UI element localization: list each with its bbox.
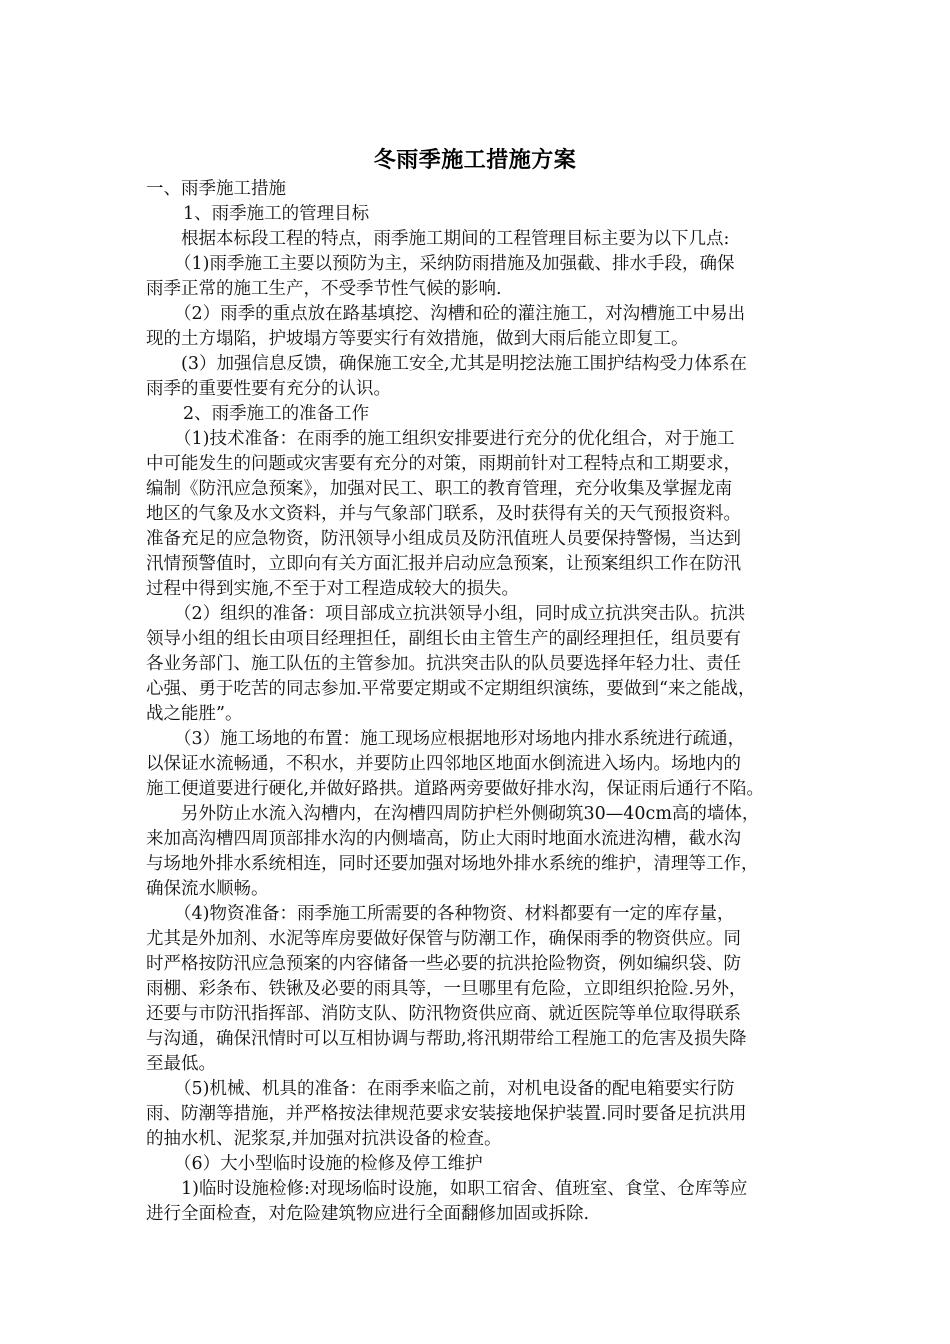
- paragraph-line: （4)物资准备：雨季施工所需要的各种物资、材料都要有一定的库存量，: [174, 904, 735, 924]
- subsection-heading: 2、雨季施工的准备工作: [183, 404, 370, 424]
- paragraph-line: 另外防止水流入沟槽内，在沟槽四周防护栏外侧砌筑30—40cm高的墙体，: [181, 804, 760, 824]
- paragraph-line: 地区的气象及水文资料，并与气象部门联系，及时获得有关的天气预报资料。: [146, 504, 741, 524]
- paragraph-line: 现的土方塌陷，护坡塌方等要实行有效措施，做到大雨后能立即复工。: [146, 329, 689, 349]
- paragraph-line: 的抽水机、泥浆泵,并加强对抗洪设备的检查。: [146, 1129, 502, 1149]
- paragraph-line: 与场地外排水系统相连，同时还要加强对场地外排水系统的维护，清理等工作，: [146, 854, 759, 874]
- paragraph-line: 雨棚、彩条布、铁锹及必要的雨具等，一旦哪里有危险，立即组织抢险.另外，: [146, 979, 747, 999]
- subsection-heading: （6）大小型临时设施的检修及停工维护: [174, 1154, 483, 1174]
- subsection-heading: 1、雨季施工的管理目标: [183, 204, 370, 224]
- paragraph-line: 施工便道要进行硬化,并做好路拱。道路两旁要做好排水沟，保证雨后通行不陷。: [146, 779, 765, 799]
- paragraph-line: (3）加强信息反馈，确保施工安全,尤其是明挖法施工围护结构受力体系在: [181, 354, 748, 374]
- paragraph-line: 过程中得到实施,不至于对工程造成较大的损失。: [146, 579, 520, 599]
- paragraph-line: 编制《防汛应急预案》，加强对民工、职工的教育管理，充分收集及掌握龙南: [146, 479, 733, 499]
- paragraph-line: （3）施工场地的布置：施工现场应根据地形对场地内排水系统进行疏通，: [174, 729, 746, 749]
- paragraph-line: 与沟通，确保汛情时可以互相协调与帮助,将汛期带给工程施工的危害及损失降: [146, 1029, 747, 1049]
- paragraph-line: 至最低。: [146, 1054, 216, 1074]
- paragraph-line: 还要与市防汛指挥部、消防支队、防汛物资供应商、就近医院等单位取得联系: [146, 1004, 741, 1024]
- paragraph-line: （2）雨季的重点放在路基填挖、沟槽和砼的灌注施工，对沟槽施工中易出: [174, 304, 746, 324]
- paragraph-line: （2）组织的准备：项目部成立抗洪领导小组，同时成立抗洪突击队。抗洪: [174, 604, 746, 624]
- paragraph-line: 以保证水流畅通，不积水，并要防止四邻地区地面水倒流进入场内。场地内的: [146, 754, 741, 774]
- paragraph-line: 尤其是外加剂、水泥等库房要做好保管与防潮工作，确保雨季的物资供应。同: [146, 929, 741, 949]
- paragraph-line: 雨季的重要性要有充分的认识。: [146, 379, 391, 399]
- paragraph-line: 准备充足的应急物资，防汛领导小组成员及防汛值班人员要保持警惕，当达到: [146, 529, 741, 549]
- paragraph-line: 汛情预警值时，立即向有关方面汇报并启动应急预案，让预案组织工作在防汛: [146, 554, 741, 574]
- paragraph-line: 雨季正常的施工生产，不受季节性气候的影响.: [146, 279, 502, 299]
- paragraph-line: 根据本标段工程的特点，雨季施工期间的工程管理目标主要为以下几点:: [181, 229, 730, 249]
- paragraph-line: 各业务部门、施工队伍的主管参加。抗洪突击队的队员要选择年轻力壮、责任: [146, 654, 741, 674]
- paragraph-line: 来加高沟槽四周顶部排水沟的内侧墙高，防止大雨时地面水流进沟槽，截水沟: [146, 829, 741, 849]
- paragraph-line: （5)机械、机具的准备：在雨季来临之前，对机电设备的配电箱要实行防: [174, 1079, 735, 1099]
- paragraph-line: 中可能发生的问题或灾害要有充分的对策，雨期前针对工程特点和工期要求，: [146, 454, 741, 474]
- paragraph-line: 心强、勇于吃苦的同志参加.平常要定期或不定期组织演练，要做到“来之能战，: [146, 679, 756, 699]
- paragraph-line: 时严格按防汛应急预案的内容储备一些必要的抗洪抢险物资，例如编织袋、防: [146, 954, 741, 974]
- paragraph-line: （1)雨季施工主要以预防为主，采纳防雨措施及加强截、排水手段，确保: [174, 254, 735, 274]
- page-title: 冬雨季施工措施方案: [373, 148, 577, 173]
- paragraph-line: 战之能胜”。: [146, 704, 243, 724]
- section-heading: 一、雨季施工措施: [146, 179, 286, 199]
- paragraph-line: 进行全面检查，对危险建筑物应进行全面翻修加固或拆除.: [146, 1204, 590, 1224]
- paragraph-line: （1)技术准备：在雨季的施工组织安排要进行充分的优化组合，对于施工: [174, 429, 735, 449]
- paragraph-line: 确保流水顺畅。: [146, 879, 269, 899]
- paragraph-line: 雨、防潮等措施，并严格按法律规范要求安装接地保护装置.同时要备足抗洪用: [146, 1104, 747, 1124]
- paragraph-line: 1)临时设施检修:对现场临时设施，如职工宿舍、值班室、食堂、仓库等应: [181, 1179, 748, 1199]
- paragraph-line: 领导小组的组长由项目经理担任，副组长由主管生产的副经理担任，组员要有: [146, 629, 741, 649]
